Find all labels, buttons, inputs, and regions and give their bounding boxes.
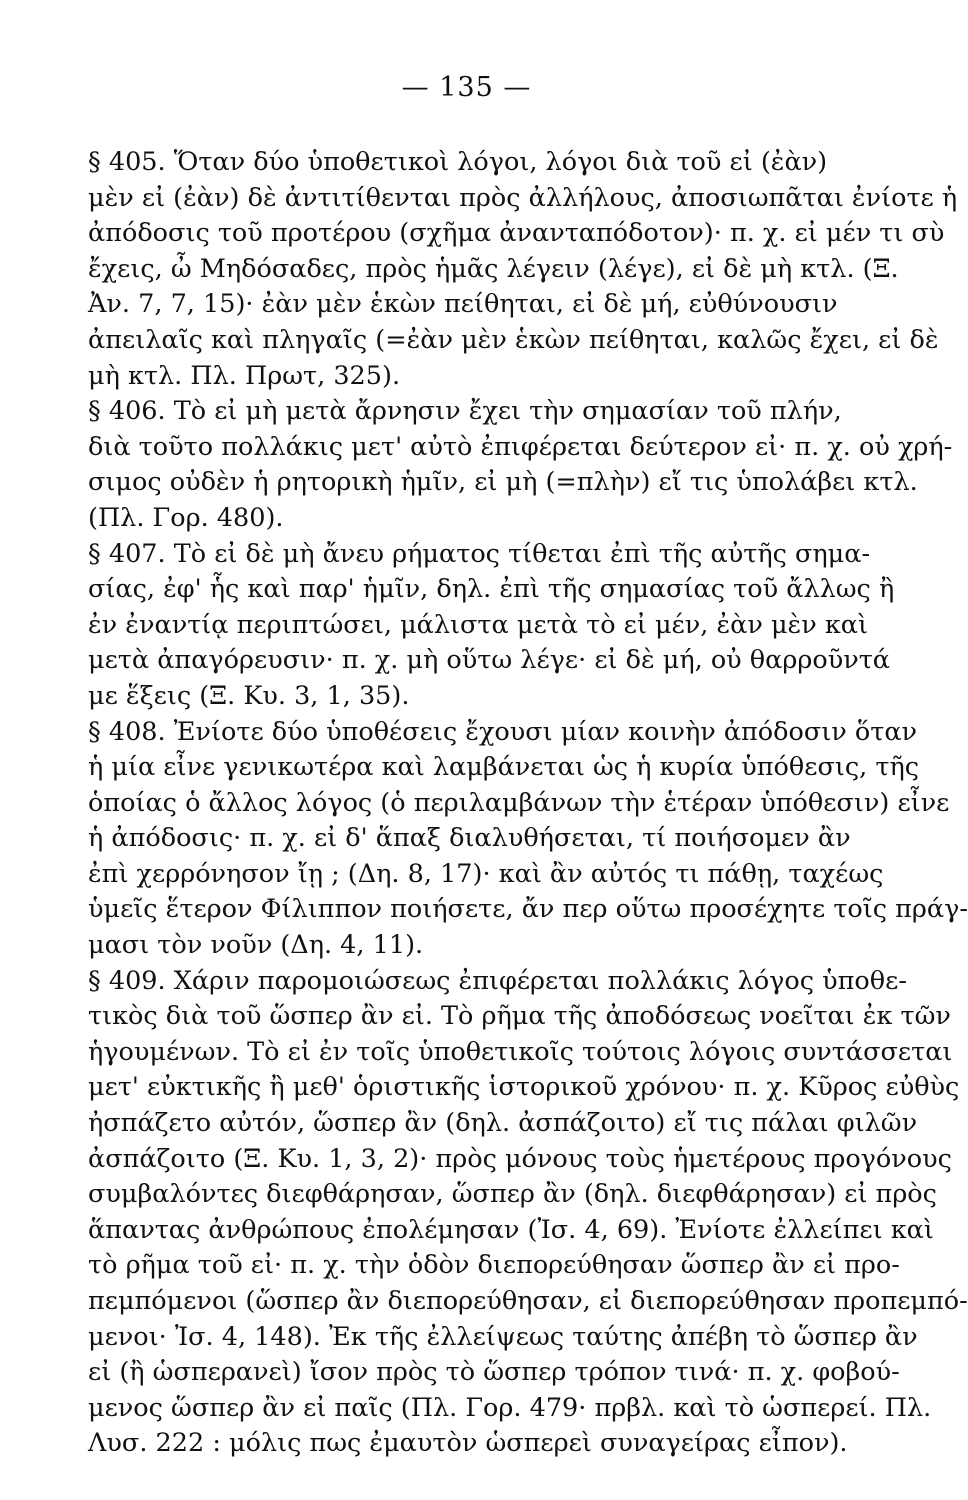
text-line: ὑμεῖς ἕτερον Φίλιππον ποιήσετε, ἄν περ οὕτω προσέχητε τοῖς πράγ- xyxy=(88,894,968,925)
text-line: ἐν ἐναντίᾳ περιπτώσει, μάλιστα μετὰ τὸ εἰ μέν, ἐὰν μὲν καὶ xyxy=(88,609,868,640)
text-line: § 408. Ἐνίοτε δύο ὑποθέσεις ἔχουσι μίαν κοινὴν ἀπόδοσιν ὅταν xyxy=(88,716,918,747)
text-line: με ἕξεις (Ξ. Κυ. 3, 1, 35). xyxy=(88,680,410,711)
text-line: (Πλ. Γορ. 480). xyxy=(88,502,284,533)
text-line: ὁποίας ὁ ἄλλος λόγος (ὁ περιλαμβάνων τὴν ἑτέραν ὑπόθεσιν) εἶνε xyxy=(88,787,950,818)
text-line: μετὰ ἀπαγόρευσιν· π. χ. μὴ οὕτω λέγε· εἰ δὲ μή, οὐ θαρροῦντά xyxy=(88,645,891,676)
text-line: § 407. Τὸ εἰ δὲ μὴ ἄνευ ρήματος τίθεται ἐπὶ τῆς αὐτῆς σημα- xyxy=(88,538,871,569)
text-line: ἡ μία εἶνε γενικωτέρα καὶ λαμβάνεται ὡς ἡ κυρία ὑπόθεσις, τῆς xyxy=(88,752,920,783)
text-line: § 409. Χάριν παρομοιώσεως ἐπιφέρεται πολλάκις λόγος ὑποθε- xyxy=(88,965,907,996)
text-line: Ἀν. 7, 7, 15)· ἐὰν μὲν ἑκὼν πείθηται, εἰ δὲ μή, εὐθύνουσιν xyxy=(88,289,838,320)
text-line: ἀπειλαῖς καὶ πληγαῖς (=ἐὰν μὲν ἑκὼν πείθηται, καλῶς ἔχει, εἰ δὲ xyxy=(88,324,939,355)
page-number: — 135 — xyxy=(401,72,532,103)
text-line: ἀσπάζοιτο (Ξ. Κυ. 1, 3, 2)· πρὸς μόνους τοὺς ἡμετέρους προγόνους xyxy=(88,1143,952,1174)
text-line: ἅπαντας ἀνθρώπους ἐπολέμησαν (Ἰσ. 4, 69). Ἐνίοτε ἐλλείπει καὶ xyxy=(88,1214,934,1245)
text-line: διὰ τοῦτο πολλάκις μετ' αὐτὸ ἐπιφέρεται δεύτερον εἰ· π. χ. οὐ χρή- xyxy=(88,431,953,462)
text-line: ἡ ἀπόδοσις· π. χ. εἰ δ' ἅπαξ διαλυθήσεται, τί ποιήσομεν ἂν xyxy=(88,823,851,854)
text-line: μετ' εὐκτικῆς ἢ μεθ' ὁριστικῆς ἱστορικοῦ χρόνου· π. χ. Κῦρος εὐθὺς xyxy=(88,1072,960,1103)
section-406 xyxy=(88,394,953,536)
section-409 xyxy=(88,964,968,1462)
text-line: Λυσ. 222 : μόλις πως ἐμαυτὸν ὡσπερεὶ συναγείρας εἶπον). xyxy=(88,1428,848,1459)
text-line: μὲν εἰ (ἐὰν) δὲ ἀντιτίθενται πρὸς ἀλλήλους, ἀποσιωπᾶται ἐνίοτε ἡ xyxy=(88,182,958,213)
text-line: συμβαλόντες διεφθάρησαν, ὥσπερ ἂν (δηλ. διεφθάρησαν) εἰ πρὸς xyxy=(88,1179,937,1210)
text-line: § 405. Ὅταν δύο ὑποθετικοὶ λόγοι, λόγοι διὰ τοῦ εἰ (ἐὰν) xyxy=(88,147,828,177)
text-line: μενοι· Ἰσ. 4, 148). Ἐκ τῆς ἐλλείψεως ταύτης ἀπέβη τὸ ὥσπερ ἂν xyxy=(88,1321,918,1352)
text-line: μενος ὥσπερ ἂν εἰ παῖς (Πλ. Γορ. 479· πρβλ. καὶ τὸ ὡσπερεί. Πλ. xyxy=(88,1392,932,1423)
section-408 xyxy=(88,715,968,964)
text-line: τὸ ρῆμα τοῦ εἰ· π. χ. τὴν ὁδὸν διεπορεύθησαν ὥσπερ ἂν εἰ προ- xyxy=(88,1250,900,1281)
text-line: εἰ (ἢ ὡσπερανεὶ) ἴσον πρὸς τὸ ὥσπερ τρόπον τινά· π. χ. φοβού- xyxy=(88,1357,900,1388)
text-line: μασι τὸν νοῦν (Δη. 4, 11). xyxy=(88,930,424,961)
text-line: τικὸς διὰ τοῦ ὥσπερ ἂν εἰ. Τὸ ρῆμα τῆς ἀποδόσεως νοεῖται ἐκ τῶν xyxy=(88,1001,951,1032)
text-line: σιμος οὐδὲν ἡ ρητορικὴ ἡμῖν, εἰ μὴ (=πλὴν) εἴ τις ὑπολάβει κτλ. xyxy=(88,467,918,498)
section-405 xyxy=(88,145,958,394)
text-line: ἀπόδοσις τοῦ προτέρου (σχῆμα ἀνανταπόδοτον)· π. χ. εἰ μέν τι σὺ xyxy=(88,218,945,249)
text-line: μὴ κτλ. Πλ. Πρωτ, 325). xyxy=(88,360,401,391)
text-line: ἠσπάζετο αὐτόν, ὥσπερ ἂν (δηλ. ἀσπάζοιτο) εἴ τις πάλαι φιλῶν xyxy=(88,1108,918,1139)
text-line: § 406. Τὸ εἰ μὴ μετὰ ἄρνησιν ἔχει τὴν σημασίαν τοῦ πλήν, xyxy=(88,396,842,427)
text-line: σίας, ἐφ' ἧς καὶ παρ' ἡμῖν, δηλ. ἐπὶ τῆς σημασίας τοῦ ἄλλως ἢ xyxy=(88,574,895,605)
text-line: ἔχεις, ὦ Μηδόσαδες, πρὸς ἡμᾶς λέγειν (λέγε), εἰ δὲ μὴ κτλ. (Ξ. xyxy=(88,253,899,284)
text-line: ἐπὶ χερρόνησον ἴῃ ; (Δη. 8, 17)· καὶ ἂν αὐτός τι πάθῃ, ταχέως xyxy=(88,858,884,889)
text-line: πεμπόμενοι (ὥσπερ ἂν διεπορεύθησαν, εἰ διεπορεύθησαν προπεμπό- xyxy=(88,1286,968,1316)
text-line: ἡγουμένων. Τὸ εἰ ἐν τοῖς ὑποθετικοῖς τούτοις λόγοις συντάσσεται xyxy=(88,1036,953,1067)
section-407 xyxy=(88,537,895,715)
